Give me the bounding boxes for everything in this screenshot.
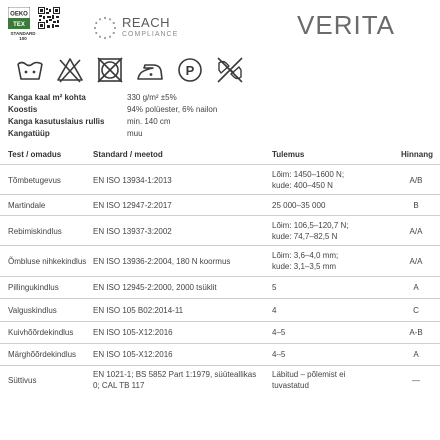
reach-title: REACH bbox=[122, 15, 171, 30]
table-row bbox=[0, 343, 440, 366]
table-row bbox=[0, 321, 440, 344]
header-grade: Hinnang bbox=[401, 150, 433, 159]
row-grade: A bbox=[413, 283, 419, 292]
row-property: Martindale bbox=[8, 201, 46, 210]
row-property: Valguskindlus bbox=[8, 306, 57, 315]
row-grade: — bbox=[412, 376, 420, 385]
header-result: Tulemus bbox=[272, 150, 305, 159]
row-standard: EN 1021-1; BS 5852 Part 1:1979, süüteallikas 0; CAL TB 117 bbox=[93, 370, 257, 390]
header-standard: Standard / meetod bbox=[93, 150, 163, 159]
row-grade: A/B bbox=[409, 176, 423, 185]
header-property: Test / omadus bbox=[8, 150, 62, 159]
row-standard: EN ISO 12945-2:2000, 2000 tsüklit bbox=[93, 283, 217, 292]
row-result: Läbitud – põlemist ei tuvastatud bbox=[272, 370, 346, 390]
spec-value: 330 g/m² ±5% bbox=[127, 93, 177, 102]
row-standard: EN ISO 13937-3:2002 bbox=[93, 227, 172, 236]
spec-label: Koostis bbox=[8, 105, 38, 114]
row-standard: EN ISO 105 B02:2014-11 bbox=[93, 306, 184, 315]
row-grade: A/A bbox=[409, 227, 423, 236]
row-grade: A-B bbox=[409, 328, 423, 337]
row-property: Kuivhõõrdekindlus bbox=[8, 328, 74, 337]
table-row bbox=[0, 194, 440, 216]
table-row bbox=[0, 365, 440, 406]
row-property: Tõmbetugevus bbox=[8, 176, 61, 185]
wash-30-icon bbox=[15, 55, 45, 85]
reach-compliance-logo bbox=[93, 14, 203, 42]
oeko-tex-badge-icon bbox=[8, 7, 30, 29]
row-result: Lõim: 1450–1600 N; kude: 400–450 N bbox=[272, 170, 345, 190]
reach-subtitle: COMPLIANCE bbox=[122, 31, 179, 38]
row-result: Lõim: 106,5–120,7 N; kude: 74,7–82,5 N bbox=[272, 221, 349, 241]
professional-dry-clean-p-icon bbox=[175, 55, 205, 85]
table-row bbox=[0, 245, 440, 277]
oeko-badge-top: OEKO bbox=[10, 11, 28, 18]
oeko-tex-logo bbox=[8, 7, 72, 47]
row-property: Märghõõrdekindlus bbox=[8, 350, 77, 359]
spec-row-fabric-type bbox=[8, 127, 438, 141]
spec-label: Kanga kaal m² kohta bbox=[8, 93, 86, 102]
oeko-standard-text: STANDARD bbox=[10, 31, 36, 36]
row-grade: A bbox=[413, 350, 419, 359]
reach-stars-ring-icon bbox=[93, 16, 117, 40]
table-row bbox=[0, 215, 440, 246]
spec-value: muu bbox=[127, 129, 143, 138]
svg-text:P: P bbox=[185, 63, 195, 78]
row-property: Õmbluse nihkekindlus bbox=[8, 257, 87, 266]
row-standard: EN ISO 12947-2:2017 bbox=[93, 201, 172, 210]
row-result: Lõim: 3,6–4,0 mm; kude: 3,1–3,5 mm bbox=[272, 251, 339, 271]
table-header bbox=[0, 148, 440, 162]
row-property: Rebimiskindlus bbox=[8, 227, 62, 236]
oeko-badge-bottom: TEX bbox=[13, 22, 25, 28]
row-standard: EN ISO 13936-2:2004, 180 N koormus bbox=[93, 257, 231, 266]
table-row bbox=[0, 164, 440, 195]
spec-label: Kangatüüp bbox=[8, 129, 50, 138]
header bbox=[0, 0, 440, 48]
row-result: 25 000–35 000 bbox=[272, 201, 326, 210]
row-result: 4 bbox=[272, 306, 277, 315]
spec-label: Kanga kasutuslaius rullis bbox=[8, 117, 105, 126]
row-grade: B bbox=[413, 201, 419, 210]
table-row bbox=[0, 276, 440, 299]
row-grade: A/A bbox=[409, 257, 423, 266]
spec-value: min. 140 cm bbox=[127, 117, 171, 126]
iron-low-icon bbox=[135, 55, 165, 85]
oeko-standard-label bbox=[8, 31, 38, 41]
brand-name: VERITA bbox=[297, 10, 395, 40]
row-grade: C bbox=[413, 306, 419, 315]
row-result: 4–5 bbox=[272, 350, 286, 359]
row-standard: EN ISO 13934-1:2013 bbox=[93, 176, 172, 185]
row-result: 4–5 bbox=[272, 328, 286, 337]
spec-value: 94% polüester, 6% nailon bbox=[127, 105, 218, 114]
care-symbols bbox=[15, 55, 255, 85]
no-bleach-icon bbox=[55, 55, 85, 85]
qr-code-icon bbox=[38, 7, 60, 29]
no-tumble-dry-icon bbox=[95, 55, 125, 85]
row-standard: EN ISO 105-X12:2016 bbox=[93, 328, 173, 337]
table-row bbox=[0, 298, 440, 322]
row-result: 5 bbox=[272, 283, 277, 292]
oeko-standard-number: 100 bbox=[19, 36, 27, 41]
do-not-wring-icon bbox=[215, 55, 245, 85]
row-standard: EN ISO 105-X12:2016 bbox=[93, 350, 173, 359]
row-property: Süttivus bbox=[8, 376, 37, 385]
row-property: Pillingukindlus bbox=[8, 283, 59, 292]
